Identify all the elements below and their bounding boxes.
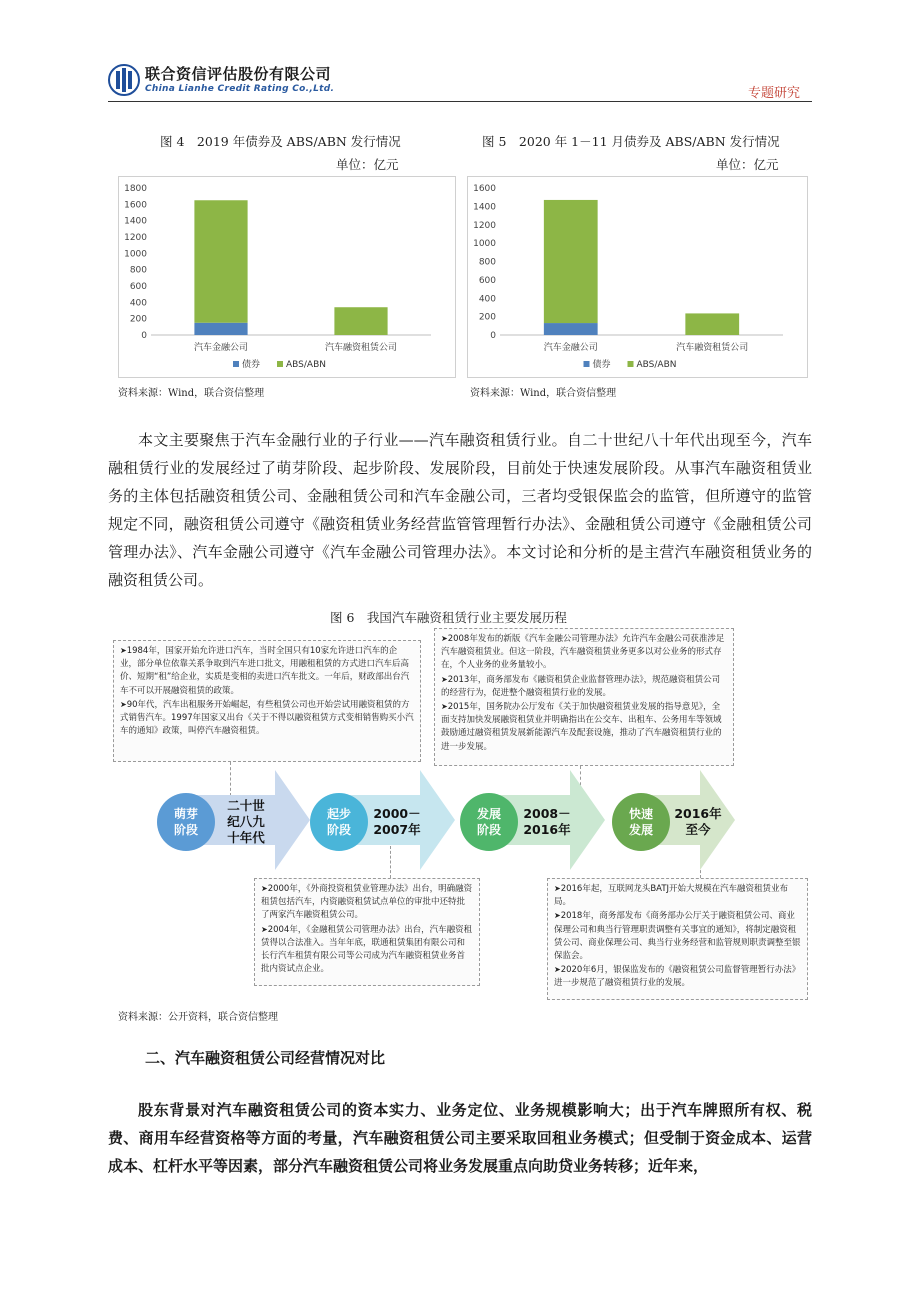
y-tick-label: 1400: [473, 202, 496, 213]
section-2-paragraph: [108, 1096, 812, 1180]
legend-swatch: [277, 361, 283, 367]
y-tick-label: 200: [478, 312, 496, 323]
figure-4-chart-frame: [118, 176, 456, 378]
stage1-note-1984: ➤ 1984年，国家开始允许进口汽车，当时全国只有10家允许进口汽车的企业，部分单位依靠关系争取到汽车进口批文，用融租租赁的方式进口汽车后高价、短期“租”给企业，实质是变相的卖进口汽车批文。一年后，财政部出台汽车不可以开展融资租赁的政策。: [120, 644, 414, 698]
stage4-circle: [612, 793, 670, 851]
stage4-period: 2016年 至今: [674, 806, 722, 837]
legend-label: ABS/ABN: [286, 360, 326, 370]
figure-5-source: 资料来源：Wind，联合资信整理: [470, 388, 617, 399]
y-tick-label: 400: [129, 298, 147, 309]
stage4-label: 快速 发展: [628, 807, 653, 837]
stage4-note-2016: ➤ 2016年起，互联网龙头BATJ开始大规模在汽车融资租赁业布局。: [554, 882, 801, 909]
stage2-note-2000: ➤ 2000年，《外商投资租赁业管理办法》出台，明确融资租赁包括汽车，内资融资租赁试点单位的审批中还特批了两家汽车融资租赁公司。: [261, 882, 473, 923]
stage3-period: 2008－ 2016年: [523, 806, 571, 837]
stage2-period: 2000－ 2007年: [373, 806, 421, 837]
stage2-note-box: [254, 878, 480, 986]
y-tick-label: 0: [141, 331, 147, 341]
stage4-note-2020: ➤ 2020年6月，银保监发布的《融资租赁公司监督管理暂行办法》进一步规范了融资租赁行业的发展。: [554, 963, 801, 990]
company-logo-icon: [108, 64, 140, 96]
y-tick-label: 1200: [124, 233, 147, 243]
stage3-label: 发展 阶段: [476, 807, 501, 837]
intro-paragraph: [108, 426, 812, 594]
figure-5-chart-frame: [467, 176, 808, 378]
stage3-note-2015: ➤ 2015年，国务院办公厅发布《关于加快融资租赁业发展的指导意见》，全面支持加快发展融资租赁业并明确指出在公交车、出租车、公务用车等领域鼓励通过融资租赁发展新能源汽车及配套设施，推动了汽车融资租赁行业的进一步发展。: [441, 700, 727, 754]
company-name-en: China Lianhe Credit Rating Co.,Ltd.: [145, 84, 335, 94]
legend-swatch: [233, 361, 239, 367]
y-tick-label: 1200: [473, 220, 496, 231]
y-tick-label: 1000: [124, 249, 147, 260]
y-tick-label: 1400: [124, 216, 147, 227]
stage3-circle: [460, 793, 518, 851]
y-tick-label: 1800: [124, 184, 147, 194]
legend-label: ABS/ABN: [636, 360, 677, 370]
stage4-note-2018: ➤ 2018年，商务部发布《商务部办公厅关于融资租赁公司、商业保理公司和典当行管理职责调整有关事宜的通知》，将制定融资租赁公司、商业保理公司、典当行业务经营和监管规则职责调整至银保监会。: [554, 909, 801, 963]
stage3-note-2013: ➤ 2013年，商务部发布《融资租赁企业监督管理办法》，规范融资租赁公司的经营行为，促进整个融资租赁行业的发展。: [441, 673, 727, 700]
stage1-note-box: [113, 640, 421, 762]
y-tick-label: 400: [478, 294, 496, 305]
x-category-label: 汽车融资租赁公司: [324, 343, 398, 353]
stage3-note-box: [434, 628, 734, 766]
stage4-note-box: [547, 878, 808, 1000]
x-category-label: 汽车金融公司: [193, 343, 249, 353]
header-divider: [108, 101, 812, 102]
legend-label: 债券: [242, 360, 261, 370]
legend-label: 债券: [592, 360, 611, 370]
bar-abs-abn: [544, 200, 598, 323]
y-tick-label: 1600: [473, 184, 496, 194]
stage1-circle: [157, 793, 215, 851]
figure-4-chart: [119, 177, 455, 377]
bar-abs-abn: [334, 307, 387, 335]
y-tick-label: 600: [129, 282, 147, 292]
y-tick-label: 1000: [473, 239, 496, 250]
y-tick-label: 1600: [124, 200, 147, 211]
stage1-period: 二十世 纪八九 十年代: [227, 798, 265, 845]
figure-4-caption: 图 4 2019 年债券及 ABS/ABN 发行情况: [160, 134, 401, 149]
stage2-note-2004: ➤ 2004年，《金融租赁公司管理办法》出台，汽车融资租赁得以合法准入。当年年底，联通租赁集团有限公司和长行汽车租赁有限公司等公司成为汽车融资租赁业务首批内资试点企业。: [261, 923, 473, 977]
bar-bond: [194, 323, 247, 335]
figure-4-unit: 单位：亿元: [336, 157, 399, 172]
y-tick-label: 0: [490, 331, 496, 341]
stage1-note-1990s: ➤ 90年代，汽车出租服务开始崛起，有些租赁公司也开始尝试用融资租赁的方式销售汽车。1997年国家又出台《关于不得以融资租赁方式变相销售购买小汽车的通知》政策，叫停汽车融资租赁。: [120, 698, 414, 739]
figure-5-chart: [468, 177, 807, 377]
section-2-title: 二、汽车融资租赁公司经营情况对比: [145, 1049, 386, 1067]
figure-4-source: 资料来源：Wind，联合资信整理: [118, 388, 265, 399]
y-tick-label: 600: [478, 275, 496, 286]
x-category-label: 汽车融资租赁公司: [676, 343, 749, 353]
figure-6-source: 资料来源：公开资料，联合资信整理: [118, 1012, 278, 1023]
section-2-paragraph-text: 股东背景对汽车融资租赁公司的资本实力、业务定位、业务规模影响大；出于汽车牌照所有权、税费、商用车经营资格等方面的考量，汽车融资租赁公司主要采取回租业务模式；但受制于资金成本、运营成本、杠杆水平等因素，部分汽车融资租赁公司将业务发展重点向助贷业务转移；近年来，: [108, 1101, 812, 1175]
stage3-note-2008: ➤ 2008年发布的新版《汽车金融公司管理办法》允许汽车金融公司获准涉足汽车融资租赁业。但这一阶段，汽车融资租赁业务更多以对公业务的形式存在，个人业务的业务量较小。: [441, 632, 727, 673]
section-tag: 专题研究: [747, 86, 800, 101]
y-tick-label: 200: [129, 314, 147, 325]
bar-bond: [544, 323, 598, 335]
figure-5-caption: 图 5 2020 年 1－11 月债券及 ABS/ABN 发行情况: [482, 134, 780, 149]
intro-paragraph-text: 本文主要聚焦于汽车金融行业的子行业——汽车融资租赁行业。自二十世纪八十年代出现至今，汽车融租赁行业的发展经过了萌芽阶段、起步阶段、发展阶段，目前处于快速发展阶段。从事汽车融资租赁业务的主体包括融资租赁公司、金融租赁公司和汽车金融公司，三者均受银保监会的监管，但所遵守的监管规定不同，融资租赁公司遵守《融资租赁业务经营监管管理暂行办法》、金融租赁公司遵守《金融租赁公司管理办法》、汽车金融公司遵守《汽车金融公司管理办法》。本文讨论和分析的是主营汽车融资租赁业务的融资租赁公司。: [108, 431, 812, 589]
figure-6-caption: 图 6 我国汽车融资租赁行业主要发展历程: [330, 610, 567, 625]
legend-swatch: [628, 361, 634, 367]
stage1-label: 萌芽 阶段: [173, 807, 198, 837]
x-category-label: 汽车金融公司: [543, 343, 598, 353]
stage2-label: 起步 阶段: [326, 807, 351, 837]
y-tick-label: 800: [129, 265, 147, 276]
legend-swatch: [584, 361, 590, 367]
bar-abs-abn: [685, 313, 739, 335]
bar-abs-abn: [194, 200, 247, 323]
figure-5-unit: 单位：亿元: [716, 157, 779, 172]
company-name-cn: 联合资信评估股份有限公司: [145, 65, 332, 83]
stage2-circle: [310, 793, 368, 851]
y-tick-label: 800: [478, 257, 496, 268]
